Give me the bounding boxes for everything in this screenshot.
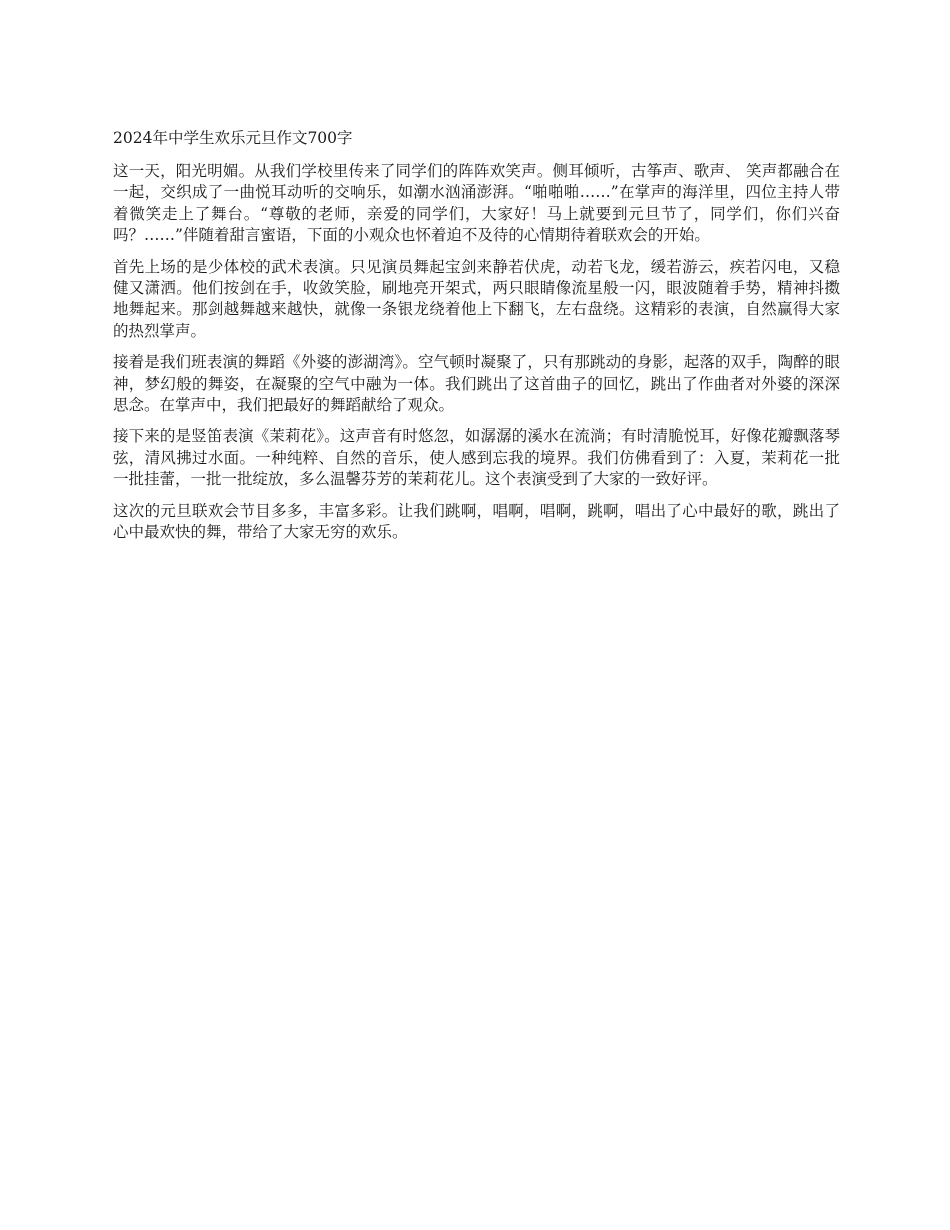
paragraph-closing: 这次的元旦联欢会节目多多，丰富多彩。让我们跳啊，唱啊，唱啊，跳啊，唱出了心中最好的歌，跳出了心中最欢快的舞，带给了大家无穷的欢乐。 (113, 501, 840, 542)
paragraph-opening: 这一天，阳光明媚。从我们学校里传来了同学们的阵阵欢笑声。侧耳倾听，古筝声、歌声、 笑声都融合在一起，交织成了一曲悦耳动听的交响乐，如潮水汹涌澎湃。“啪啪啪……”在掌声的海洋里，四位主持人带着微笑走上了舞台。“尊敬的老师，亲爱的同学们，大家好！马上就要到元旦节了，同学们，你们兴奋吗？……”伴随着甜言蜜语，下面的小观众也怀着迫不及待的心情期待着联欢会的开始。 (113, 162, 840, 245)
paragraph-flute: 接下来的是竖笛表演《茉莉花》。这声音有时悠忽，如潺潺的溪水在流淌；有时清脆悦耳，好像花瓣飘落琴弦，清风拂过水面。一种纯粹、自然的音乐，使人感到忘我的境界。我们仿佛看到了：入夏，茉莉花一批一批挂蕾，一批一批绽放，多么温馨芬芳的茉莉花儿。这个表演受到了大家的一致好评。 (113, 427, 840, 489)
document-title: 2024年中学生欢乐元旦作文700字 (113, 129, 353, 147)
paragraph-martial-arts: 首先上场的是少体校的武术表演。只见演员舞起宝剑来静若伏虎，动若飞龙，缓若游云，疾若闪电，又稳健又潇洒。他们按剑在手，收敛笑脸，刷地亮开架式，两只眼睛像流星般一闪，眼波随着手势，精神抖擞地舞起来。那剑越舞越来越快，就像一条银龙绕着他上下翻飞，左右盘绕。这精彩的表演，自然赢得大家的热烈掌声。 (113, 257, 840, 340)
paragraph-dance: 接着是我们班表演的舞蹈《外婆的澎湖湾》。空气顿时凝聚了，只有那跳动的身影，起落的双手，陶醉的眼神，梦幻般的舞姿，在凝聚的空气中融为一体。我们跳出了这首曲子的回忆，跳出了作曲者对外婆的深深思念。在掌声中，我们把最好的舞蹈献给了观众。 (113, 353, 840, 415)
document-page (113, 127, 840, 554)
